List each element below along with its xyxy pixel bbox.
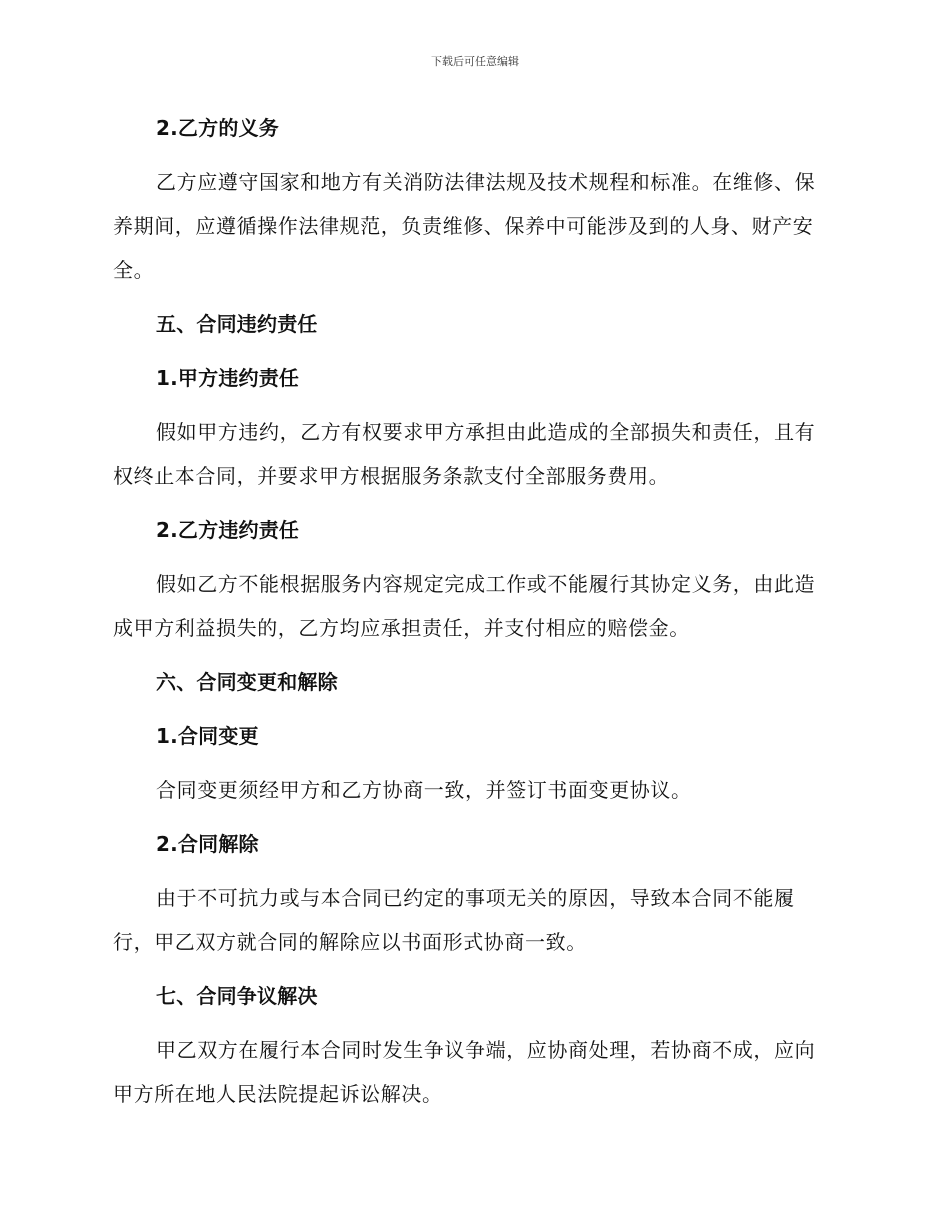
document-body <box>113 106 835 1116</box>
section-heading: 2.合同解除 <box>156 832 259 856</box>
section-heading: 五、合同违约责任 <box>156 312 318 336</box>
paragraph: 由于不可抗力或与本合同已约定的事项无关的原因，导致本合同不能履行，甲乙双方就合同的解除应以书面形式协商一致。 <box>113 886 795 954</box>
paragraph: 合同变更须经甲方和乙方协商一致，并签订书面变更协议。 <box>156 778 692 802</box>
section-heading: 2.乙方的义务 <box>156 116 279 140</box>
page-header: 下载后可任意编辑 <box>431 55 519 68</box>
section-heading: 2.乙方违约责任 <box>156 518 300 542</box>
paragraph: 假如甲方违约，乙方有权要求甲方承担由此造成的全部损失和责任，且有权终止本合同，并要求甲方根据服务条款支付全部服务费用。 <box>113 420 816 488</box>
section-heading: 六、合同变更和解除 <box>156 670 338 694</box>
paragraph: 乙方应遵守国家和地方有关消防法律法规及技术规程和标准。在维修、保养期间，应遵循操作法律规范，负责维修、保养中可能涉及到的人身、财产安全。 <box>113 170 816 282</box>
paragraph: 甲乙双方在履行本合同时发生争议争端，应协商处理，若协商不成，应向甲方所在地人民法院提起诉讼解决。 <box>113 1038 816 1106</box>
section-heading: 1.合同变更 <box>156 724 259 748</box>
section-heading: 1.甲方违约责任 <box>156 366 300 390</box>
section-heading: 七、合同争议解决 <box>156 984 318 1008</box>
paragraph: 假如乙方不能根据服务内容规定完成工作或不能履行其协定义务，由此造成甲方利益损失的，乙方均应承担责任，并支付相应的赔偿金。 <box>113 572 816 640</box>
